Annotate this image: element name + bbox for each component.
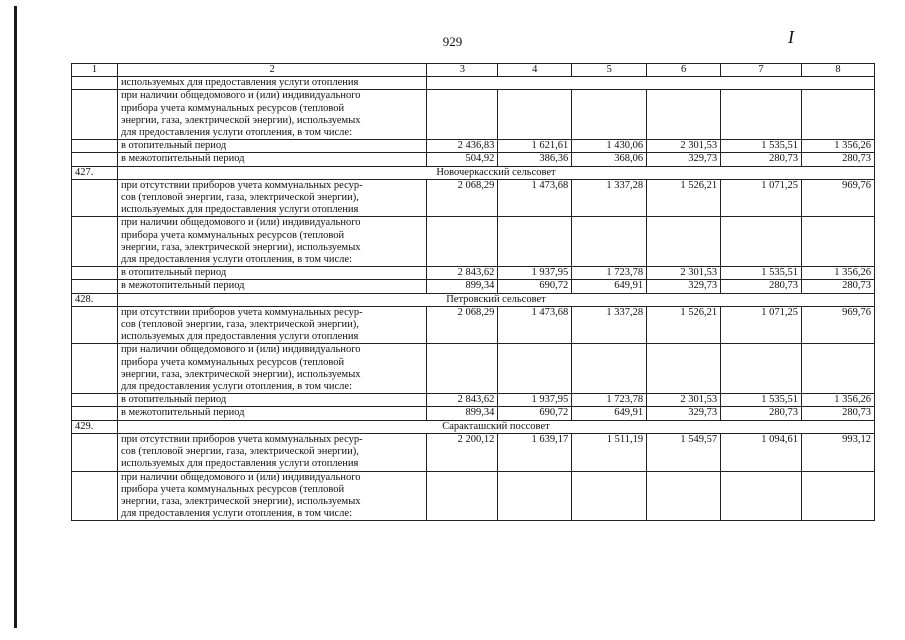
value-cell: 280,73 <box>802 407 875 420</box>
table-row <box>72 90 875 140</box>
value-cell <box>802 217 875 267</box>
table-row <box>72 394 875 407</box>
value-cell <box>427 344 498 394</box>
value-cell <box>572 471 647 521</box>
value-cell: 280,73 <box>802 280 875 293</box>
header-row <box>72 64 875 77</box>
number-cell <box>72 433 118 471</box>
tariff-table <box>71 63 875 521</box>
table-row <box>72 153 875 166</box>
value-cell: 690,72 <box>498 280 572 293</box>
value-cell: 2 301,53 <box>647 394 721 407</box>
number-cell <box>72 153 118 166</box>
value-cell: 1 473,68 <box>498 306 572 344</box>
value-cell: 1 549,57 <box>647 433 721 471</box>
value-cell: 690,72 <box>498 407 572 420</box>
page-number: 929 <box>442 34 463 49</box>
description-line: энергии, газа, электрической энергии), используемых <box>120 241 361 253</box>
description-cell <box>117 140 426 153</box>
description-cell <box>117 407 426 420</box>
value-cell: 2 436,83 <box>427 140 498 153</box>
section-row <box>72 293 875 306</box>
number-cell <box>72 77 118 90</box>
section-number: 428. <box>72 293 118 306</box>
value-cell: 2 843,62 <box>427 394 498 407</box>
value-cell: 1 937,95 <box>498 394 572 407</box>
value-cell <box>572 217 647 267</box>
value-cell <box>721 90 802 140</box>
description-line: прибора учета коммунальных ресурсов (тепловой <box>120 102 345 114</box>
description-cell <box>117 280 426 293</box>
value-cell: 1 071,25 <box>721 179 802 217</box>
value-cell: 1 430,06 <box>572 140 647 153</box>
description-line: сов (тепловой энергии, газа, электрической энергии), <box>120 192 359 204</box>
section-number: 427. <box>72 166 118 179</box>
description-cell <box>117 433 426 471</box>
description-line: энергии, газа, электрической энергии), используемых <box>120 114 361 126</box>
number-cell <box>72 394 118 407</box>
description-cell <box>117 90 426 140</box>
description-cell <box>117 344 426 394</box>
value-cell <box>498 90 572 140</box>
section-row <box>72 166 875 179</box>
description-line: при отсутствии приборов учета коммунальных ресур- <box>120 179 363 191</box>
section-title: Петровский сельсовет <box>117 293 874 306</box>
description-line: прибора учета коммунальных ресурсов (тепловой <box>120 229 345 241</box>
table-row <box>72 179 875 217</box>
number-cell <box>72 407 118 420</box>
description-line: при наличии общедомового и (или) индивидуального <box>120 217 361 229</box>
value-cell: 899,34 <box>427 280 498 293</box>
value-cell: 386,36 <box>498 153 572 166</box>
value-cell: 2 843,62 <box>427 267 498 280</box>
value-cell: 1 473,68 <box>498 179 572 217</box>
description-line: в межотопительный период <box>120 153 245 165</box>
header-cell: 1 <box>72 64 118 77</box>
value-cell <box>721 217 802 267</box>
value-cell <box>498 471 572 521</box>
number-cell <box>72 140 118 153</box>
value-cell: 1 094,61 <box>721 433 802 471</box>
header-cell: 5 <box>572 64 647 77</box>
value-cell: 280,73 <box>802 153 875 166</box>
table-row <box>72 306 875 344</box>
description-cell <box>117 306 426 344</box>
description-cell: используемых для предоставления услуги отопления <box>117 77 426 90</box>
value-cell <box>427 90 498 140</box>
value-cell: 1 535,51 <box>721 267 802 280</box>
table-row <box>72 267 875 280</box>
value-cell <box>647 217 721 267</box>
table-row <box>72 344 875 394</box>
value-cell: 1 337,28 <box>572 179 647 217</box>
description-line: в отопительный период <box>120 140 227 152</box>
number-cell <box>72 179 118 217</box>
number-cell <box>72 306 118 344</box>
value-cell: 1 526,21 <box>647 306 721 344</box>
continuation-row <box>72 77 875 90</box>
value-cell: 1 356,26 <box>802 140 875 153</box>
table-row <box>72 433 875 471</box>
scan-edge-line <box>14 6 17 628</box>
description-line: прибора учета коммунальных ресурсов (тепловой <box>120 356 345 368</box>
description-line: в межотопительный период <box>120 280 245 292</box>
description-line: при наличии общедомового и (или) индивидуального <box>120 471 361 483</box>
header-cell: 8 <box>802 64 875 77</box>
description-line: энергии, газа, электрической энергии), используемых <box>120 368 361 380</box>
description-cell <box>117 217 426 267</box>
description-cell <box>117 471 426 521</box>
table-row <box>72 407 875 420</box>
value-cell: 1 937,95 <box>498 267 572 280</box>
description-cell <box>117 153 426 166</box>
value-cell: 1 723,78 <box>572 394 647 407</box>
description-line: при отсутствии приборов учета коммунальных ресур- <box>120 433 363 445</box>
value-cell: 649,91 <box>572 280 647 293</box>
table-row <box>72 280 875 293</box>
description-line: используемых для предоставления услуги отопления <box>120 458 359 470</box>
value-cell <box>572 90 647 140</box>
description-cell <box>117 394 426 407</box>
value-cell: 280,73 <box>721 153 802 166</box>
value-cell <box>802 90 875 140</box>
value-cell: 899,34 <box>427 407 498 420</box>
value-cell: 1 071,25 <box>721 306 802 344</box>
header-cell: 3 <box>427 64 498 77</box>
description-line: для предоставления услуги отопления, в том числе: <box>120 508 352 520</box>
value-cell: 1 723,78 <box>572 267 647 280</box>
table-row <box>72 217 875 267</box>
number-cell <box>72 217 118 267</box>
value-cell <box>498 217 572 267</box>
description-cell <box>117 179 426 217</box>
description-line: при наличии общедомового и (или) индивидуального <box>120 90 361 102</box>
table-row <box>72 471 875 521</box>
value-cell <box>647 344 721 394</box>
value-cell: 2 068,29 <box>427 306 498 344</box>
value-cell <box>572 344 647 394</box>
number-cell <box>72 471 118 521</box>
section-title: Новочеркасский сельсовет <box>117 166 874 179</box>
value-cell: 1 535,51 <box>721 394 802 407</box>
value-cell <box>802 471 875 521</box>
table-row <box>72 140 875 153</box>
description-line: сов (тепловой энергии, газа, электрической энергии), <box>120 319 359 331</box>
value-cell <box>647 471 721 521</box>
section-row <box>72 420 875 433</box>
value-cell: 1 526,21 <box>647 179 721 217</box>
value-cell: 1 639,17 <box>498 433 572 471</box>
description-line: энергии, газа, электрической энергии), используемых <box>120 495 361 507</box>
value-cell <box>647 90 721 140</box>
description-line: при отсутствии приборов учета коммунальных ресур- <box>120 306 363 318</box>
header-cell: 4 <box>498 64 572 77</box>
value-cell: 969,76 <box>802 306 875 344</box>
description-cell <box>117 267 426 280</box>
value-cell: 280,73 <box>721 280 802 293</box>
description-line: для предоставления услуги отопления, в том числе: <box>120 254 352 266</box>
empty-cell <box>427 77 875 90</box>
value-cell: 969,76 <box>802 179 875 217</box>
description-line: используемых для предоставления услуги отопления <box>120 331 359 343</box>
value-cell: 1 535,51 <box>721 140 802 153</box>
value-cell <box>427 217 498 267</box>
description-line: для предоставления услуги отопления, в том числе: <box>120 381 352 393</box>
value-cell: 280,73 <box>721 407 802 420</box>
description-line: сов (тепловой энергии, газа, электрической энергии), <box>120 446 359 458</box>
number-cell <box>72 267 118 280</box>
description-line: при наличии общедомового и (или) индивидуального <box>120 344 361 356</box>
value-cell: 993,12 <box>802 433 875 471</box>
number-cell <box>72 280 118 293</box>
value-cell: 2 068,29 <box>427 179 498 217</box>
value-cell <box>498 344 572 394</box>
value-cell <box>721 344 802 394</box>
description-line: используемых для предоставления услуги отопления <box>120 204 359 216</box>
corner-mark: I <box>788 27 794 47</box>
description-line: в отопительный период <box>120 394 227 406</box>
value-cell: 1 621,61 <box>498 140 572 153</box>
value-cell: 329,73 <box>647 407 721 420</box>
description-line: в отопительный период <box>120 267 227 279</box>
value-cell: 1 356,26 <box>802 267 875 280</box>
section-title: Саракташский поссовет <box>117 420 874 433</box>
section-number: 429. <box>72 420 118 433</box>
value-cell: 1 337,28 <box>572 306 647 344</box>
description-line: для предоставления услуги отопления, в том числе: <box>120 127 352 139</box>
header-cell: 7 <box>721 64 802 77</box>
description-line: в межотопительный период <box>120 407 245 419</box>
number-cell <box>72 344 118 394</box>
value-cell: 368,06 <box>572 153 647 166</box>
header-cell: 2 <box>117 64 426 77</box>
value-cell: 329,73 <box>647 153 721 166</box>
number-cell <box>72 90 118 140</box>
header-cell: 6 <box>647 64 721 77</box>
value-cell: 649,91 <box>572 407 647 420</box>
value-cell: 329,73 <box>647 280 721 293</box>
value-cell: 504,92 <box>427 153 498 166</box>
value-cell: 2 301,53 <box>647 267 721 280</box>
value-cell <box>427 471 498 521</box>
description-line: прибора учета коммунальных ресурсов (тепловой <box>120 483 345 495</box>
value-cell: 1 356,26 <box>802 394 875 407</box>
value-cell: 2 200,12 <box>427 433 498 471</box>
value-cell: 1 511,19 <box>572 433 647 471</box>
value-cell: 2 301,53 <box>647 140 721 153</box>
value-cell <box>802 344 875 394</box>
value-cell <box>721 471 802 521</box>
